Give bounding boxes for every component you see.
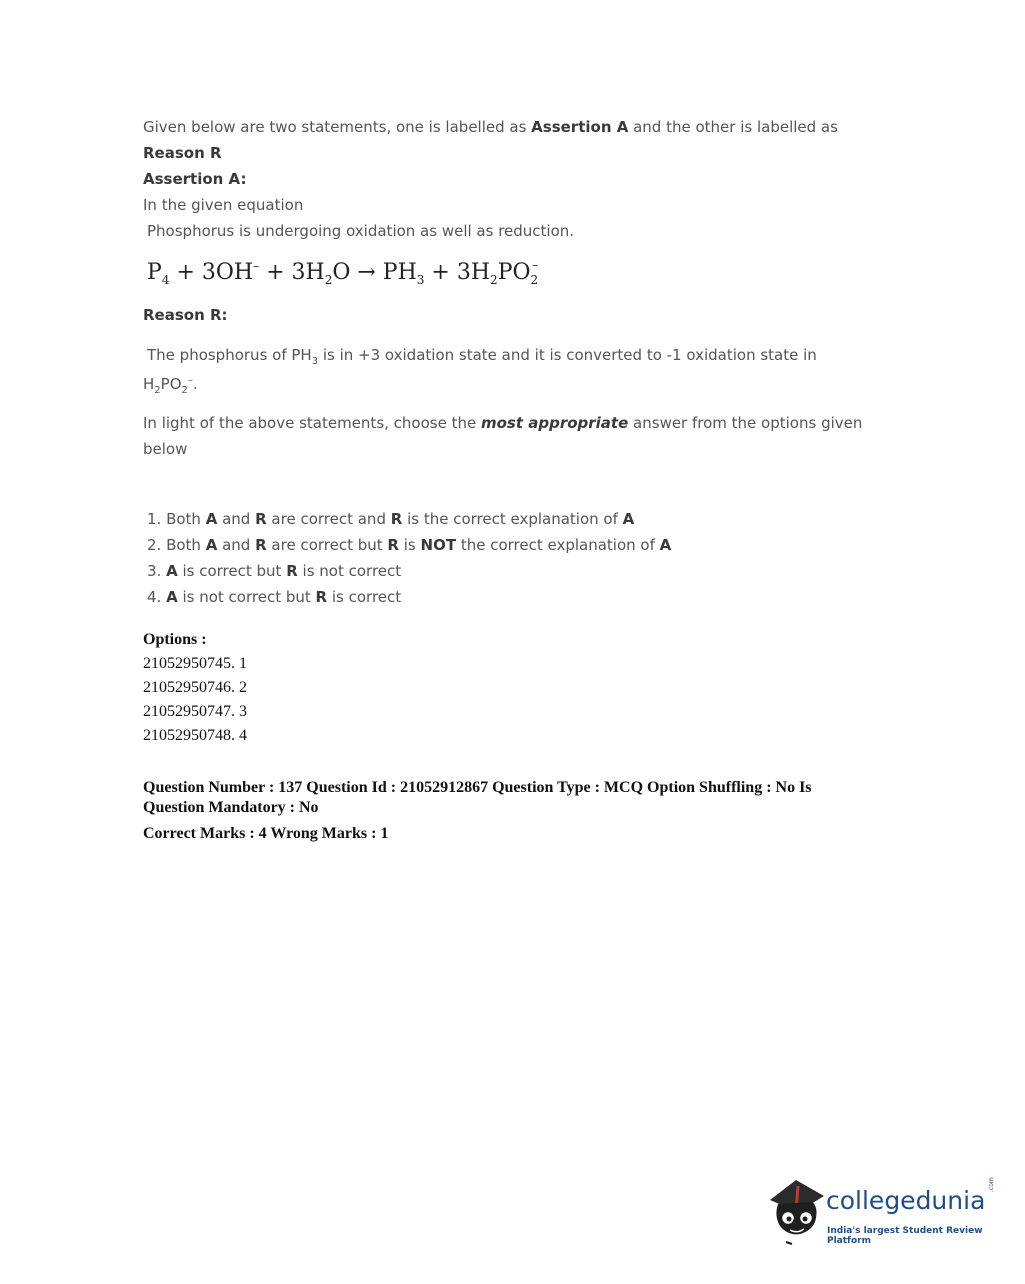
eq-h2po-sub2: 2 xyxy=(530,273,539,287)
eq-p: P xyxy=(147,260,162,285)
choice-text: 2. Both xyxy=(147,536,206,554)
reason-h-sub: 2 xyxy=(154,385,161,396)
eq-p-sub: 4 xyxy=(161,273,170,287)
option-id-4: 21052950748. 4 xyxy=(143,727,247,744)
question-body xyxy=(143,114,873,610)
choice-text: is not correct xyxy=(297,562,402,580)
choice-bold: A xyxy=(205,536,218,554)
choice-text: and xyxy=(217,536,256,554)
choice-text: 1. Both xyxy=(147,510,206,528)
intro-line xyxy=(143,114,873,140)
assertion-line-2: Phosphorus is undergoing oxidation as well as reduction. xyxy=(147,222,575,240)
choice-3 xyxy=(143,558,873,584)
option-id-1: 21052950745. 1 xyxy=(143,655,247,672)
logo-brand: collegedunia xyxy=(826,1186,986,1215)
choice-bold: R xyxy=(387,536,399,554)
mascot-icon xyxy=(766,1178,828,1248)
question-meta xyxy=(143,628,883,846)
choice-4 xyxy=(143,584,873,610)
chemical-equation xyxy=(143,246,873,286)
choice-text: is correct but xyxy=(177,562,287,580)
reason-h: H xyxy=(143,375,155,393)
choice-text: 3. xyxy=(147,562,167,580)
choice-1 xyxy=(143,506,873,532)
choice-text: are correct but xyxy=(266,536,388,554)
question-number-line: Question Number : 137 Question Id : 21052912867 Question Type : MCQ Option Shuffling : No Is xyxy=(143,779,812,796)
eq-h2o-sub: 2 xyxy=(324,273,333,287)
marks-line: Correct Marks : 4 Wrong Marks : 1 xyxy=(143,825,389,842)
choice-text: the correct explanation of xyxy=(456,536,660,554)
choice-bold: R xyxy=(390,510,403,528)
choice-bold: A xyxy=(659,536,672,554)
choice-bold: R xyxy=(286,562,298,580)
prompt-text-2: answer from the options given xyxy=(628,414,863,432)
choice-bold: R xyxy=(315,588,328,606)
option-id-2: 21052950746. 2 xyxy=(143,679,247,696)
choice-bold: A xyxy=(166,588,178,606)
intro-text-2: and the other is labelled as xyxy=(628,118,838,136)
eq-oh-sup: – xyxy=(253,259,260,273)
reason-po-sub: 2 xyxy=(181,385,188,396)
eq-h2po-sup: – xyxy=(532,258,539,272)
reason-end: . xyxy=(192,375,198,393)
eq-ph3-sub: 3 xyxy=(416,273,425,287)
collegedunia-logo xyxy=(766,1178,996,1248)
choice-text: is not correct but xyxy=(177,588,316,606)
choice-2 xyxy=(143,532,873,558)
intro-assertion: Assertion A xyxy=(531,118,629,136)
eq-h2po-a: + 3H xyxy=(424,260,491,285)
logo-tagline: India's largest Student Review Platform xyxy=(827,1226,983,1246)
option-id-3: 21052950747. 3 xyxy=(143,703,247,720)
logo-com: .com xyxy=(988,1177,995,1192)
choice-text: is correct xyxy=(327,588,402,606)
reason-heading: Reason R: xyxy=(143,306,228,324)
question-mandatory-line: Question Mandatory : No xyxy=(143,799,319,816)
eq-h2po-charge xyxy=(531,253,539,300)
intro-text: Given below are two statements, one is labelled as xyxy=(143,118,532,136)
choice-text: 4. xyxy=(147,588,167,606)
eq-h2o-a: + 3H xyxy=(259,260,325,285)
choice-bold: R xyxy=(255,536,267,554)
choice-text: are correct and xyxy=(266,510,391,528)
choice-bold: R xyxy=(255,510,267,528)
choice-text: is xyxy=(398,536,421,554)
reason-sub: 3 xyxy=(311,356,319,367)
prompt-line-1 xyxy=(143,410,873,436)
choice-bold: A xyxy=(622,510,635,528)
eq-h2po-b: PO xyxy=(497,260,531,285)
prompt-bold: most appropriate xyxy=(480,414,629,432)
prompt-text-1: In light of the above statements, choose the xyxy=(143,414,481,432)
reason-text-b: is in +3 oxidation state and it is converted to -1 oxidation state in xyxy=(318,346,817,364)
intro-reason: Reason R xyxy=(143,144,222,162)
reason-po: PO xyxy=(160,375,182,393)
choice-text: and xyxy=(217,510,256,528)
choice-bold: A xyxy=(166,562,178,580)
eq-h2po-sub1: 2 xyxy=(490,273,498,287)
reason-po-sup: – xyxy=(187,375,193,386)
eq-oh: + 3OH xyxy=(169,260,254,285)
reason-line-2 xyxy=(143,368,873,394)
choice-bold: A xyxy=(205,510,218,528)
assertion-line-1: In the given equation xyxy=(143,196,304,214)
choice-text: is the correct explanation of xyxy=(402,510,623,528)
reason-line-1 xyxy=(143,342,873,368)
eq-h2o-b: O → PH xyxy=(332,260,417,285)
prompt-line-2: below xyxy=(143,440,188,458)
reason-text-a: The phosphorus of PH xyxy=(147,346,312,364)
assertion-heading: Assertion A: xyxy=(143,170,247,188)
choice-bold: NOT xyxy=(420,536,457,554)
options-heading: Options : xyxy=(143,631,207,648)
